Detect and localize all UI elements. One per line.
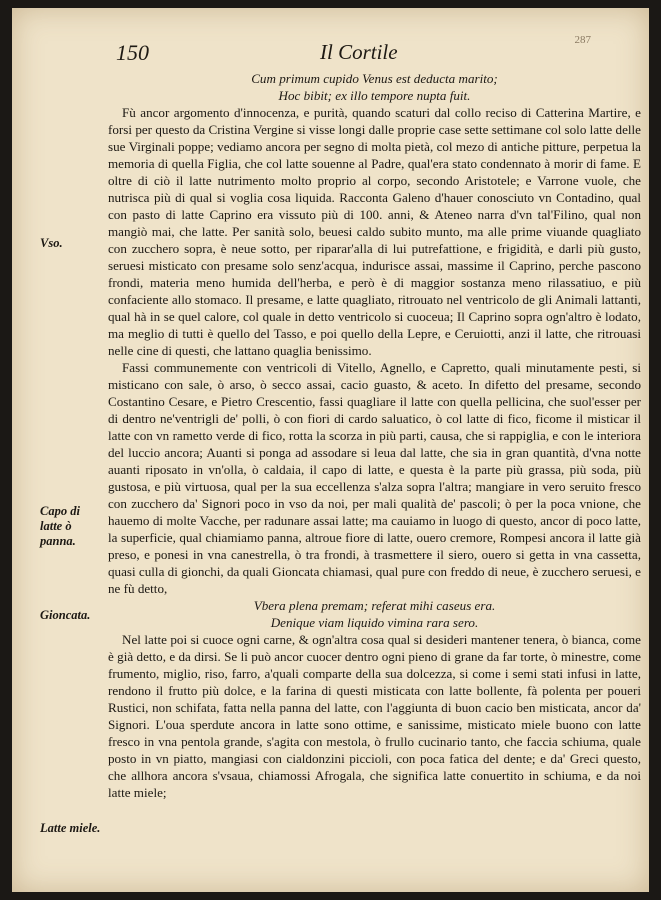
verse-line: Cum primum cupido Venus est deducta marito; — [251, 71, 498, 86]
verse-line: Hoc bibit; ex illo tempore nupta fuit. — [278, 88, 471, 103]
margin-note-capo-di-latte: Capo di latte ò panna. — [40, 504, 80, 548]
corner-mark: 287 — [574, 34, 591, 46]
paragraph: Nel latte poi si cuoce ogni carne, & ogn'altra cosa qual si desideri mantener tenera, ò bianca, come è già detto, e da dirsi. Se li può ancor cuocer dentro ogni pieno di grane da far torte, ò minestre, come frumento, miglio, riso, farro, a'quali comparte della sua dolcezza, si come i semi stati infusi in latte, rendono il frutto più dolce, e la farina di questi misticata con latte bollente, fà polenta per poueri Rustici, non schifata, fatta nella panna del latte, con l'aggiunta di buon cacio ben misticata, ancor da' Signori. L'oua sperdute ancora in latte sono ottime, e sanissime, misticato miele buono con latte fresco in vna pentola grande, s'agita con mestola, ò frullo cucinario tanto, che faccia schiuma, quale posto in vn piatto, mangiasi con cialdonzini piccioli, con poca fatica del dente; e da' Greci questo, che allhora ancora s'vsaua, chiamossi Afrogala, che significa latte conuertito in schiuma, e da noi latte miele; — [108, 632, 641, 800]
running-title: Il Cortile — [320, 40, 398, 64]
margin-note-uso: Vso. — [40, 236, 63, 250]
paragraph: Fù ancor argomento d'innocenza, e purità, quando scaturi dal collo reciso di Catterina Martire, e forsi per questo da Cristina Vergine si visse longi dalle proprie case sette settimane col solo latte delle sue Virginali poppe; vediamo ancora per segno di molta pietà, col mezo di antiche pitture, perpetua la memoria di quella Figlia, che col latte souenne al Padre, qual'era stato condennato à morir di fame. E oltre di ciò il latte nutrimento molto proprio al corpo, secondo Aristotele; e Varrone vuole, che nutrisca più di qual si voglia cosa liquida. Racconta Galeno d'hauer conosciuto vn Contadino, qual con pasto di latte Caprino era vissuto più di 100. anni, & Ateneo narra d'vn tal'Filino, qual non mangiò mai, che latte. Per sanità solo, beuesi caldo subito munto, ma alle prime viuande quagliato con zucchero sopra, è neue sotto, per riparar'alla di lui putrefattione, e frigidità, e darli più gusto, seruesi misticato con presame solo senz'acqua, indurisce assai, massime il Caprino, perche pascono frondi, materia meno humida dell'herba, e però è di maggior sostanza meno rilassatiuo, e più confaciente allo stomaco. Il presame, e latte quagliato, ritrouato nel ventricolo de gli Animali lattanti, qual hà in se quel calore, col quale in detto ventricolo si cuoceua; Il Caprino sopra ogn'altro è lodato, ma meglio di tutti è quello del Tasso, e poi quello della Lepre, e Ceruiotti, anzi il latte, che ritrouasi nelle cine di questi, che lattano quaglia benissimo. — [108, 105, 641, 358]
verse-line: Denique viam liquido vimina rara sero. — [270, 615, 479, 630]
margin-note-gioncata: Gioncata. — [40, 608, 91, 622]
main-text — [108, 70, 641, 801]
page-header — [110, 34, 621, 72]
verse-line: Vbera plena premam; referat mihi caseus era. — [253, 598, 496, 613]
margin-note-latte-miele: Latte miele. — [40, 821, 101, 835]
book-page — [12, 8, 649, 892]
page-number: 150 — [116, 40, 149, 65]
paragraph: Fassi communemente con ventricoli di Vitello, Agnello, e Capretto, quali minutamente pesti, si misticano con sale, ò arso, ò secco assai, cacio guasto, & aceto. In difetto del presame, secondo Costantino Cesare, e Pietro Crescentio, fassi quagliare il latte con quella pellicina, che suol'esser per di dentro ne'ventrigli de' polli, ò con fiori di cardo saluatico, ò col latte di fico, ficome il misticar il latte con vn rametto verde di fico, rotta la scorza in più parti, causa, che si rappiglia, e con le interiora del luccio ancora; Auanti si ponga ad assodare si leua dal latte, che sia in gran quantità, d'vna notte auanti riposato in vn'olla, ò caldaia, il capo di latte, e questa è la parte più grassa, più soda, più gustosa, e più virtuosa, qual per la sua eccellenza s'alza sopra l'altra; mangiare in vero seruito fresco con zucchero da' Signori poco in vso da noi, per mali qualità de' pascoli; ò per la poca vnione, che hauemo di molte Vacche, per radunare assai latte; ma cauiamo in luogo di questo, ancor di poco latte, la superficie, qual chiamiamo panna, altroue fiore di latte, ouero cremore, Rompesi ancora il latte già preso, e ponesi in vna canestrella, ò tra frondi, à trasmettere il siero, ouero si getta in vna cassetta, quasi culla di gionchi, da quali Gioncata chiamasi, qual pure con freddo di neue, è zucchero seruesi, e ne fù detto, — [108, 360, 641, 596]
